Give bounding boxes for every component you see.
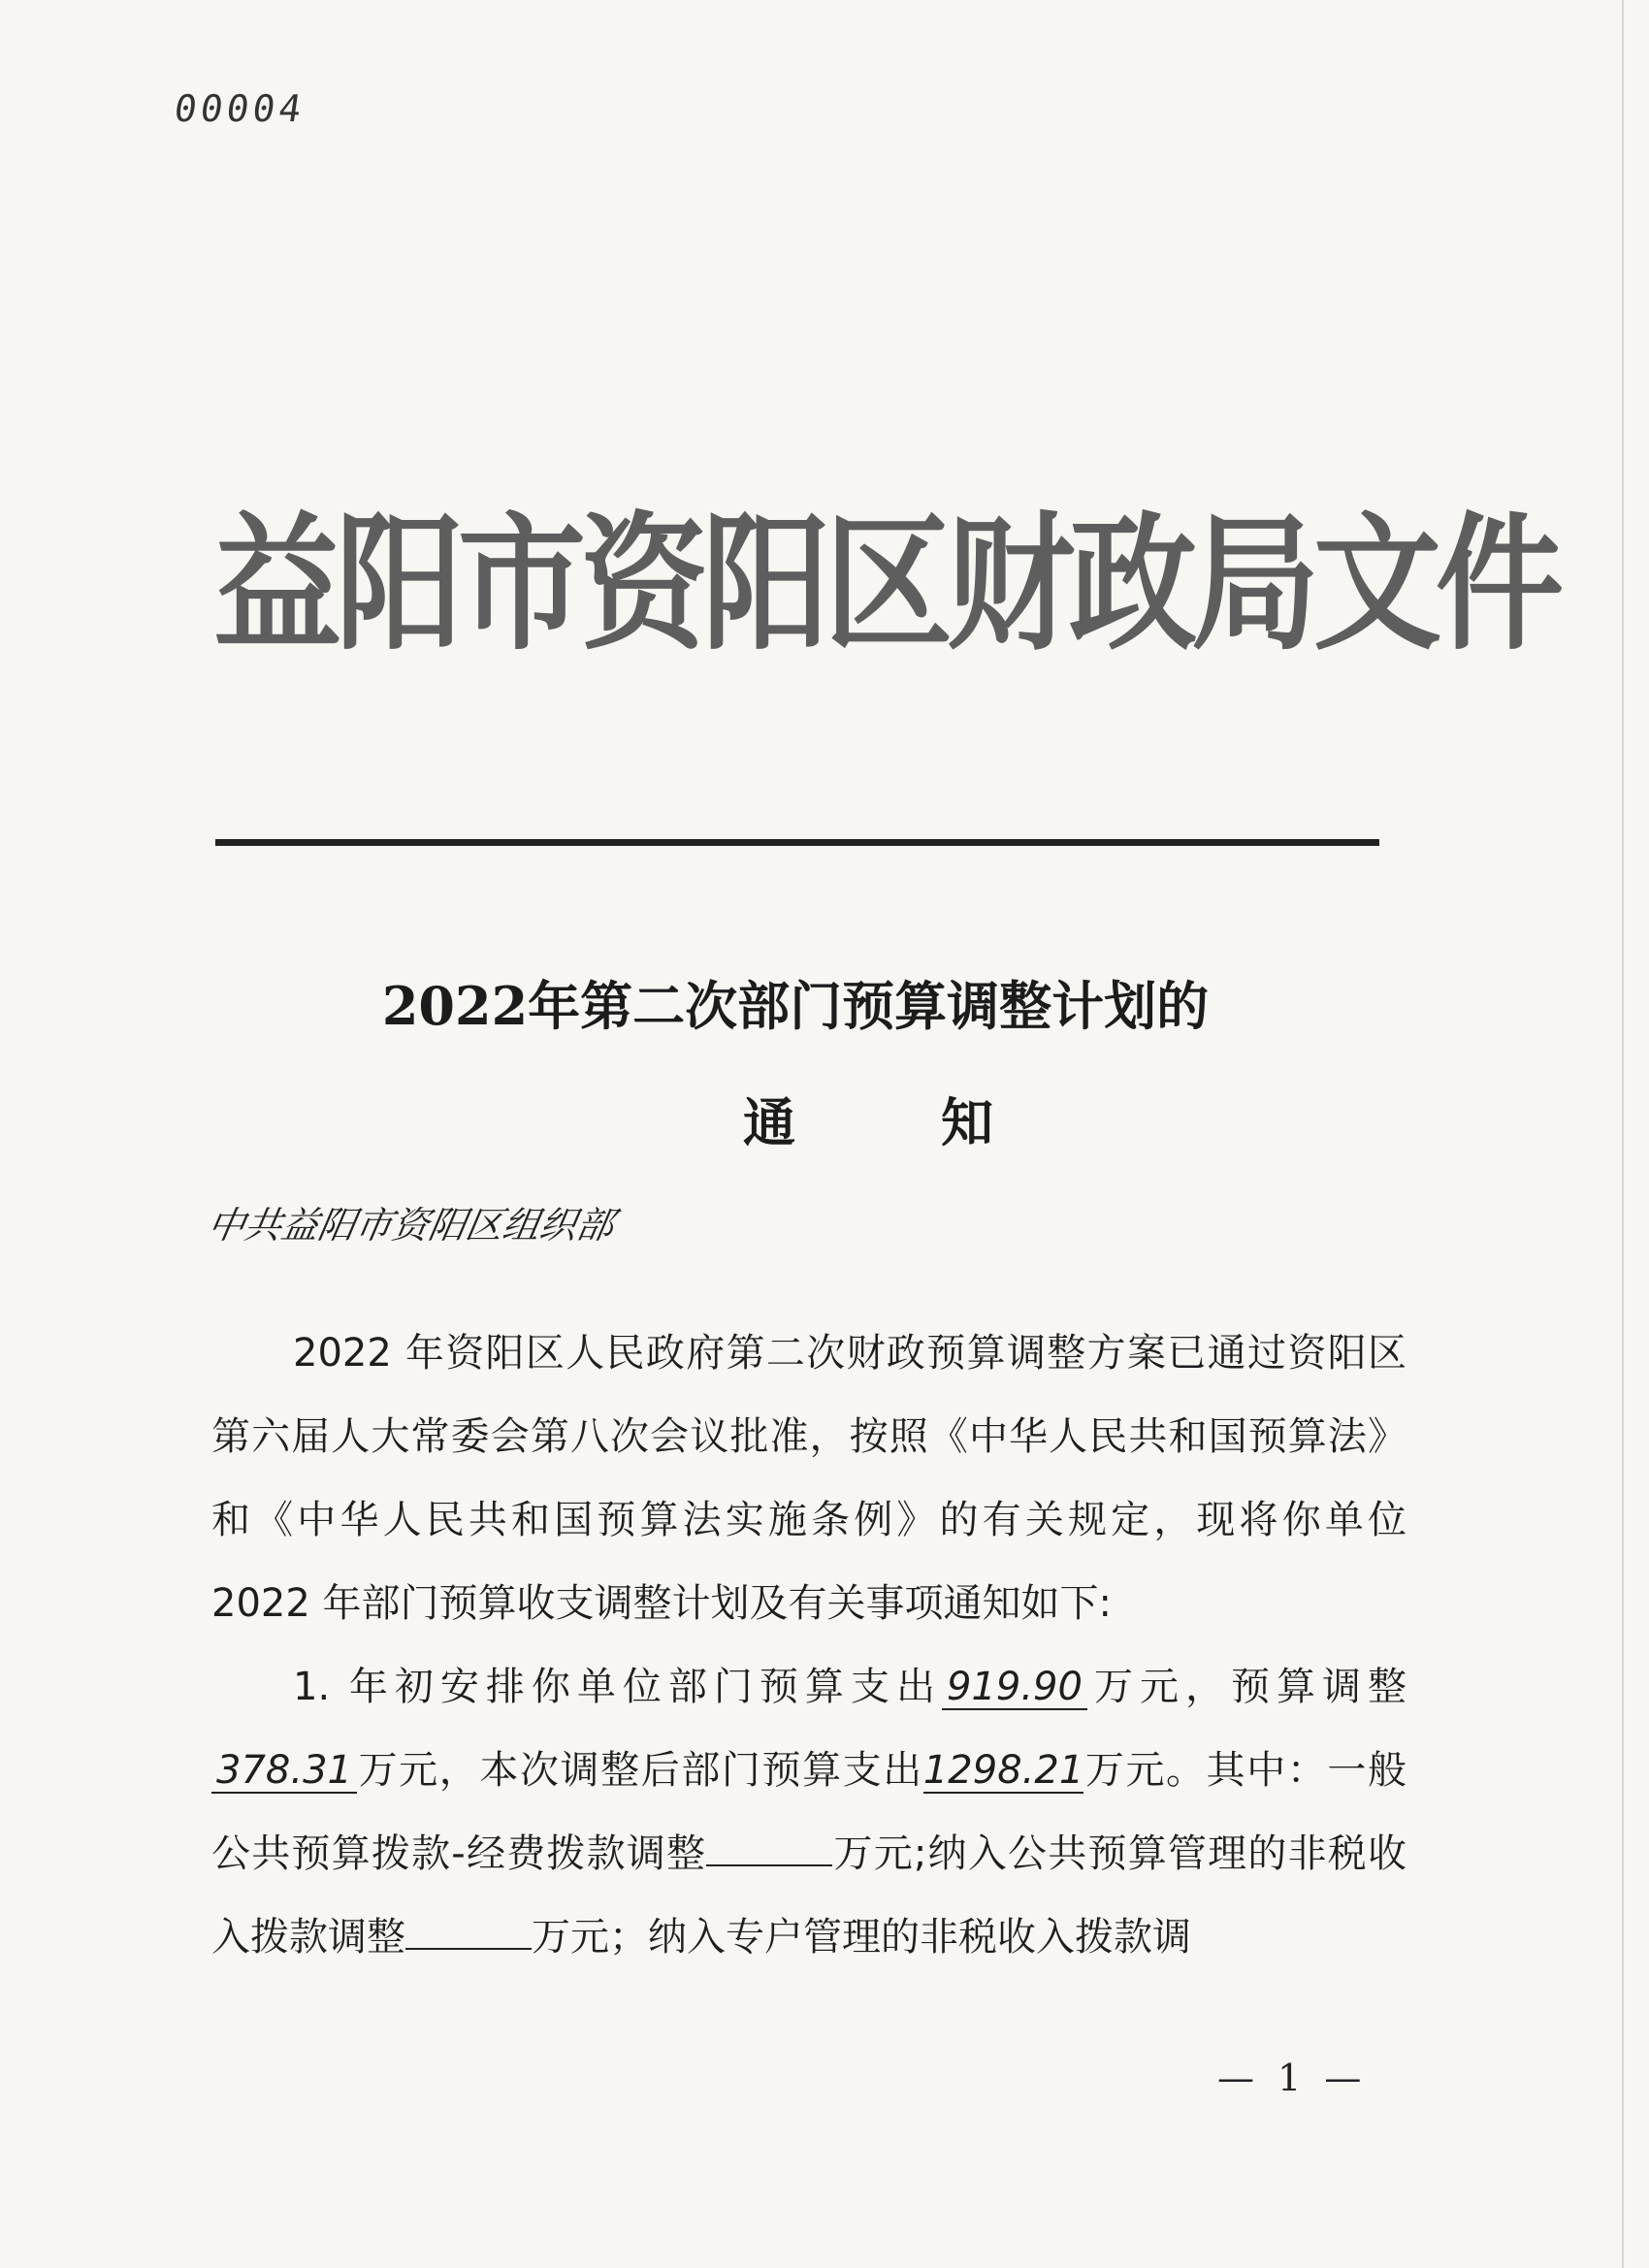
header-title: 益阳市资阳区财政局文件 bbox=[213, 499, 1558, 671]
paragraph-1: 2022 年资阳区人民政府第二次财政预算调整方案已通过资阳区第六届人大常委会第八次会议批准，按照《中华人民共和国预算法》和《中华人民共和国预算法实施条例》的有关规定，现将你单位 2022 年部门预算收支调整计划及有关事项通知如下: bbox=[211, 1331, 1406, 1626]
notice-title-line1: 2022年第二次部门预算调整计划的 bbox=[381, 975, 1210, 1037]
p2-text-3: 万元，本次调整后部门预算支出 bbox=[357, 1748, 923, 1793]
blank-funding-adjustment bbox=[706, 1864, 832, 1866]
page-edge bbox=[1622, 0, 1624, 2268]
notice-title-line2: 通知 bbox=[743, 1091, 1139, 1153]
blank-nontax-adjustment bbox=[405, 1948, 532, 1950]
paragraph-2 bbox=[211, 1645, 1406, 1979]
p2-text-4: 万元。其中：一般公共预算拨款-经费拨款调整 bbox=[211, 1748, 1407, 1876]
page-number: — 1 — bbox=[1217, 2057, 1368, 2099]
p2-text-2: 万元，预算调整 bbox=[1086, 1665, 1406, 1709]
header-rule bbox=[215, 839, 1379, 846]
p2-text-6: 万元；纳入专户管理的非税收入拨款调 bbox=[532, 1915, 1191, 1960]
handwritten-adjustment: 378.31 bbox=[211, 1749, 357, 1794]
p2-text-5: 万元;纳入公共预算管理的非税收入拨款调整 bbox=[211, 1831, 1406, 1960]
doc-number: 00004 bbox=[171, 87, 308, 130]
recipient: 中共益阳市资阳区组织部 bbox=[204, 1204, 618, 1247]
handwritten-adjusted-total: 1298.21 bbox=[922, 1748, 1084, 1793]
handwritten-initial-budget: 919.90 bbox=[942, 1666, 1087, 1710]
p2-text-1: 1. 年初安排你单位部门预算支出 bbox=[293, 1665, 942, 1709]
